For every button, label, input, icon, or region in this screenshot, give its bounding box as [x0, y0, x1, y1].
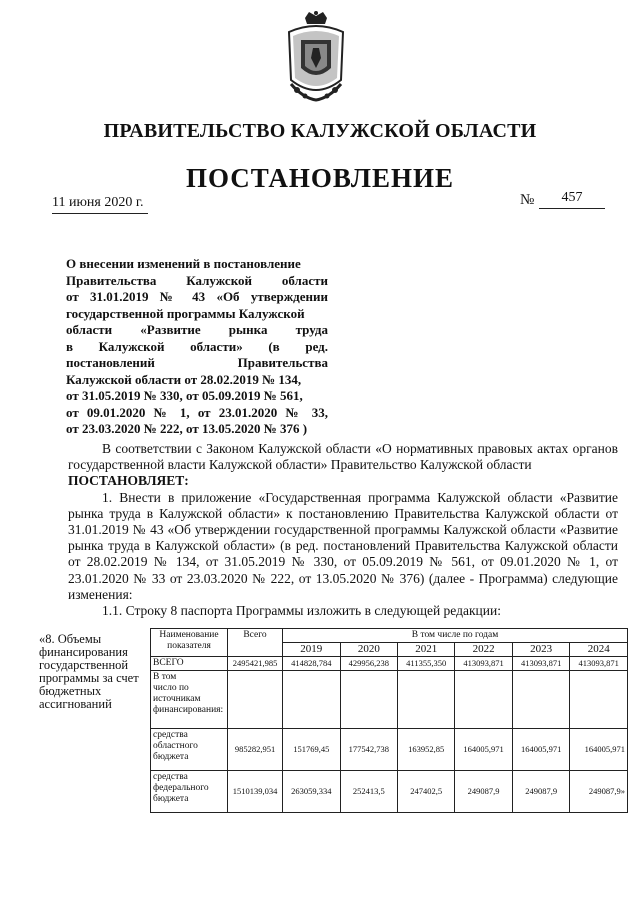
subject-line: в Калужской области» (в ред.: [66, 338, 328, 354]
year-header: 2021: [398, 643, 455, 657]
row-title-cell: «8. Объемы финансирования государственной программы за счет бюджетных ассигнований: [36, 629, 151, 813]
document-number: 457: [561, 190, 583, 205]
subject-line: Правительства Калужской области: [66, 272, 328, 288]
cell-total: 2495421,985: [228, 657, 283, 671]
resolution-subject: [66, 256, 328, 438]
date-underline: [52, 213, 148, 214]
col-header-total: Всего: [228, 629, 283, 657]
year-header: 2023: [512, 643, 570, 657]
row-label: средства областного бюджета: [151, 729, 228, 771]
cell-value: 263059,334: [283, 771, 341, 813]
cell-value: [512, 671, 570, 729]
cell-value: 414828,784: [283, 657, 341, 671]
cell-value: 164005,971: [455, 729, 513, 771]
cell-value: 413093,871: [570, 657, 628, 671]
year-header: 2024: [570, 643, 628, 657]
row-label: В том число по источникам финансирования:: [151, 671, 228, 729]
col-header-name: Наименование показателя: [151, 629, 228, 657]
subject-line: от 31.05.2019 № 330, от 05.09.2019 № 561,: [66, 388, 303, 403]
item-1-1-paragraph: 1.1. Строку 8 паспорта Программы изложить в следующей редакции:: [102, 603, 501, 619]
cell-value: [398, 671, 455, 729]
cell-value: [283, 671, 341, 729]
subject-line: государственной программы Калужской: [66, 305, 305, 321]
cell-value: 163952,85: [398, 729, 455, 771]
cell-value: [570, 671, 628, 729]
cell-value: [455, 671, 513, 729]
year-header: 2022: [455, 643, 513, 657]
cell-value: 177542,738: [340, 729, 398, 771]
number-underline: [539, 208, 605, 209]
cell-value: [340, 671, 398, 729]
intro-paragraph: В соответствии с Законом Калужской области «О нормативных правовых актах органов государственной власти Калужской области» Правительство Калужской области: [68, 441, 618, 473]
cell-total: [228, 671, 283, 729]
row-label: средства федерального бюджета: [151, 771, 228, 813]
year-header: 2019: [283, 643, 341, 657]
cell-value: 164005,971: [570, 729, 628, 771]
cell-value: 413093,871: [455, 657, 513, 671]
cell-value: 247402,5: [398, 771, 455, 813]
cell-value: 252413,5: [340, 771, 398, 813]
col-header-years-group: В том числе по годам: [283, 629, 628, 643]
subject-line: О внесении изменений в постановление: [66, 256, 301, 271]
cell-value: 151769,45: [283, 729, 341, 771]
cell-total: 1510139,034: [228, 771, 283, 813]
subject-line: постановлений Правительства: [66, 355, 328, 370]
document-type-title: ПОСТАНОВЛЕНИЕ: [185, 163, 455, 193]
cell-total: 985282,951: [228, 729, 283, 771]
cell-value: 249087,9»: [570, 771, 628, 813]
cell-value: 429956,238: [340, 657, 398, 671]
document-date: 11 июня 2020 г.: [52, 195, 144, 210]
subject-line: от 31.01.2019 № 43 «Об утверждении: [66, 289, 328, 304]
subject-line: от 09.01.2020 № 1, от 23.01.2020 № 33,: [66, 404, 328, 420]
cell-value: 411355,350: [398, 657, 455, 671]
coat-of-arms-icon: [283, 10, 349, 104]
year-header: 2020: [340, 643, 398, 657]
government-title: ПРАВИТЕЛЬСТВО КАЛУЖСКОЙ ОБЛАСТИ: [103, 120, 537, 142]
resolution-body: [68, 441, 618, 619]
decree-word: ПОСТАНОВЛЯЕТ:: [68, 473, 189, 489]
row-label: ВСЕГО: [151, 657, 228, 671]
subject-line: Калужской области от 28.02.2019 № 134,: [66, 371, 302, 387]
cell-value: 249087,9: [512, 771, 570, 813]
item-1-paragraph: 1. Внести в приложение «Государственная программа Калужской области «Развитие рынка труда в Калужской области» к постановлению Правительства Калужской области от 31.01.2019 № 43 «Об утверждении государственной программы Калужской области «Развитие рынка труда в Калужской области» (в ред. постановлений Правительства Калужской области от 28.02.2019 № 134, от 31.05.2019 № 330, от 05.09.2019 № 561, от 09.01.2020 № 1, от 23.01.2020 № 33 от 23.03.2020 № 222, от 13.05.2020 № 376) (далее - Программа) следующие изменения:: [68, 489, 618, 602]
cell-value: 249087,9: [455, 771, 513, 813]
cell-value: 164005,971: [512, 729, 570, 771]
cell-value: 413093,871: [512, 657, 570, 671]
number-label: №: [520, 192, 535, 208]
subject-line: от 23.03.2020 № 222, от 13.05.2020 № 376 ): [66, 421, 308, 436]
subject-line: области «Развитие рынка труда: [66, 322, 328, 337]
financing-table: [36, 628, 628, 813]
